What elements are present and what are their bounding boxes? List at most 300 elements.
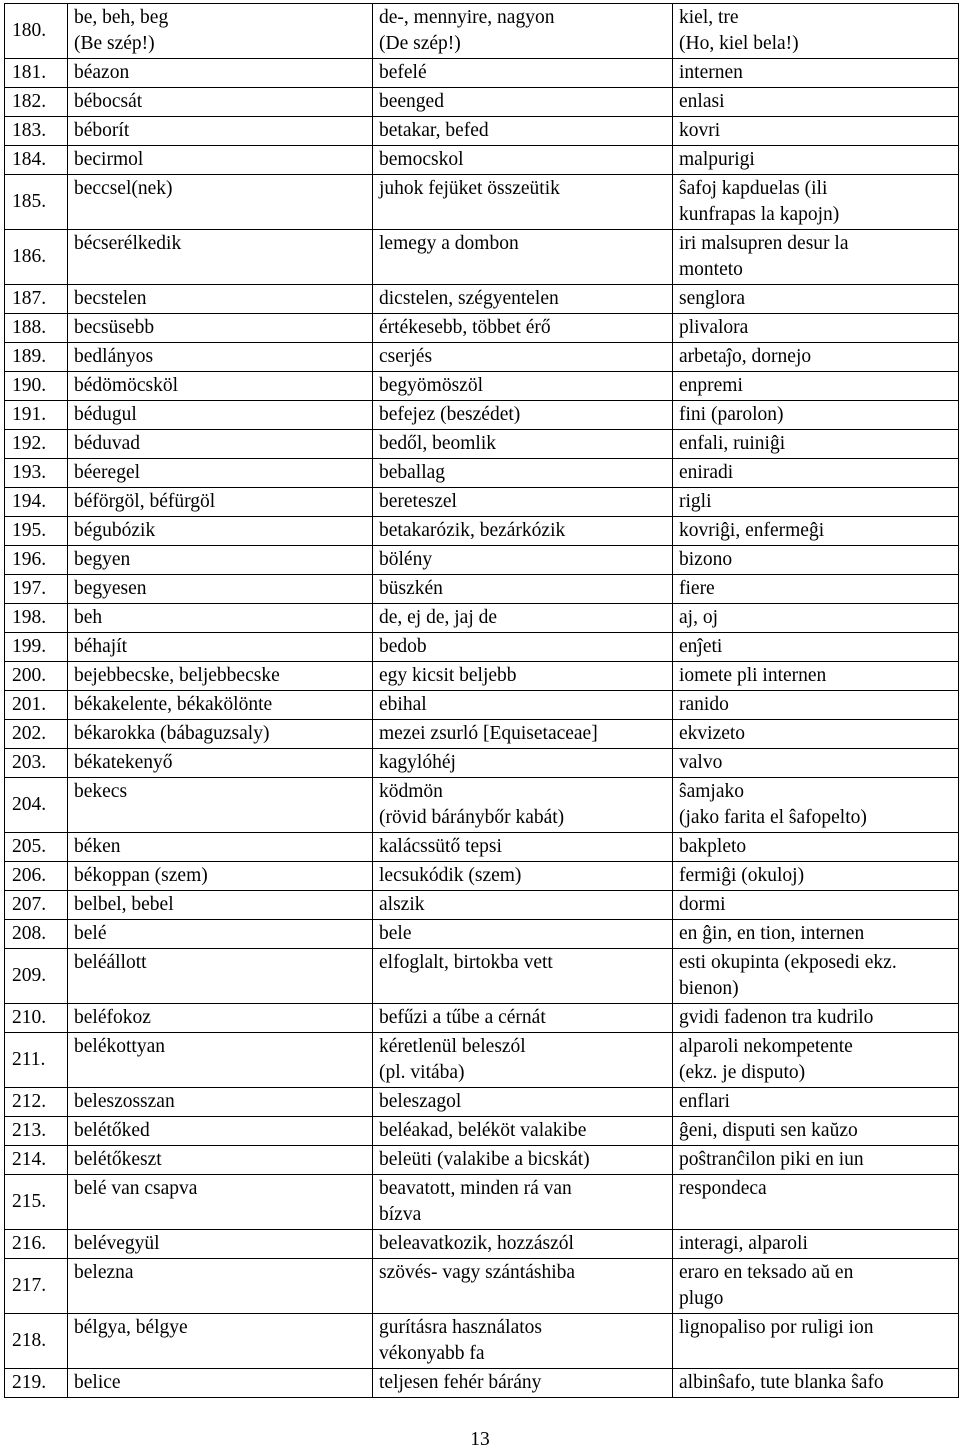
dialect-word-line: becirmol	[74, 149, 144, 170]
entry-number: 212.	[5, 1088, 68, 1117]
hungarian-meaning-cell	[373, 1314, 673, 1369]
esperanto-translation-line: kovri	[679, 120, 721, 141]
esperanto-translation-line: plugo	[679, 1288, 724, 1309]
entry-number: 206.	[5, 862, 68, 891]
esperanto-translation-line: enlasi	[679, 91, 725, 112]
hungarian-meaning-line: ködmön	[379, 781, 443, 802]
dialect-word-cell	[68, 230, 373, 285]
dialect-word-cell	[68, 459, 373, 488]
dialect-word-cell	[68, 604, 373, 633]
hungarian-meaning-line: beenged	[379, 91, 444, 112]
entry-number: 214.	[5, 1146, 68, 1175]
hungarian-meaning-cell	[373, 88, 673, 117]
dialect-word-cell	[68, 1117, 373, 1146]
hungarian-meaning-cell	[373, 949, 673, 1004]
hungarian-meaning-cell	[373, 285, 673, 314]
entry-number: 190.	[5, 372, 68, 401]
dialect-word-cell	[68, 575, 373, 604]
table-row	[5, 1117, 959, 1146]
dialect-word-line: becsüsebb	[74, 317, 155, 338]
esperanto-translation-cell	[673, 604, 959, 633]
esperanto-translation-cell	[673, 1369, 959, 1398]
dialect-word-line: béazon	[74, 62, 130, 83]
hungarian-meaning-line: értékesebb, többet érő	[379, 317, 551, 338]
entry-number: 180.	[5, 4, 68, 59]
table-row	[5, 833, 959, 862]
dialect-word-cell	[68, 430, 373, 459]
dialect-word-line: becstelen	[74, 288, 147, 309]
esperanto-translation-line: malpurigi	[679, 149, 755, 170]
esperanto-translation-cell	[673, 1146, 959, 1175]
dialect-word-line: béborít	[74, 120, 130, 141]
entry-number: 195.	[5, 517, 68, 546]
hungarian-meaning-line: juhok fejüket összeütik	[379, 178, 560, 199]
entry-number: 192.	[5, 430, 68, 459]
esperanto-translation-line: ekvizeto	[679, 723, 746, 744]
esperanto-translation-line: ĝeni, disputi sen kaŭzo	[679, 1120, 858, 1141]
table-row	[5, 1259, 959, 1314]
hungarian-meaning-cell	[373, 720, 673, 749]
table-row	[5, 401, 959, 430]
esperanto-translation-cell	[673, 1117, 959, 1146]
esperanto-translation-cell	[673, 691, 959, 720]
esperanto-translation-line: arbetaĵo, dornejo	[679, 346, 812, 367]
table-row	[5, 343, 959, 372]
esperanto-translation-line: iri malsupren desur la	[679, 233, 849, 254]
esperanto-translation-cell	[673, 778, 959, 833]
dialect-word-cell	[68, 314, 373, 343]
dialect-word-line: belbel, bebel	[74, 894, 174, 915]
table-row	[5, 1088, 959, 1117]
hungarian-meaning-line: büszkén	[379, 578, 443, 599]
table-row	[5, 430, 959, 459]
hungarian-meaning-line: lemegy a dombon	[379, 233, 519, 254]
dialect-word-line: bejebbecske, beljebbecske	[74, 665, 280, 686]
esperanto-translation-cell	[673, 1230, 959, 1259]
esperanto-translation-line: bizono	[679, 549, 733, 570]
esperanto-translation-line: (jako farita el ŝafopelto)	[679, 807, 867, 828]
dialect-word-line: békoppan (szem)	[74, 865, 208, 886]
table-row	[5, 604, 959, 633]
entry-number: 188.	[5, 314, 68, 343]
entry-number: 208.	[5, 920, 68, 949]
entry-number: 217.	[5, 1259, 68, 1314]
dialect-word-line: belékottyan	[74, 1036, 165, 1057]
dialect-word-cell	[68, 343, 373, 372]
entry-number: 201.	[5, 691, 68, 720]
dialect-word-line: bélgya, bélgye	[74, 1317, 188, 1338]
esperanto-translation-cell	[673, 488, 959, 517]
table-row	[5, 175, 959, 230]
hungarian-meaning-line: egy kicsit beljebb	[379, 665, 517, 686]
dialect-word-cell	[68, 146, 373, 175]
entry-number: 209.	[5, 949, 68, 1004]
table-row	[5, 1004, 959, 1033]
table-row	[5, 1230, 959, 1259]
esperanto-translation-cell	[673, 372, 959, 401]
dialect-word-line: belétőkeszt	[74, 1149, 162, 1170]
hungarian-meaning-line: bemocskol	[379, 149, 464, 170]
table-row	[5, 891, 959, 920]
dialect-word-cell	[68, 1314, 373, 1369]
entry-number: 191.	[5, 401, 68, 430]
esperanto-translation-cell	[673, 230, 959, 285]
table-row	[5, 459, 959, 488]
hungarian-meaning-cell	[373, 343, 673, 372]
dialect-word-cell	[68, 1088, 373, 1117]
esperanto-translation-cell	[673, 314, 959, 343]
dialect-word-cell	[68, 891, 373, 920]
esperanto-translation-line: senglora	[679, 288, 746, 309]
hungarian-meaning-line: beballag	[379, 462, 446, 483]
dialect-word-cell	[68, 949, 373, 1004]
table-row	[5, 1175, 959, 1230]
hungarian-meaning-cell	[373, 749, 673, 778]
table-row	[5, 575, 959, 604]
dialect-word-cell	[68, 862, 373, 891]
esperanto-translation-line: en ĝin, en tion, internen	[679, 923, 865, 944]
table-row	[5, 1369, 959, 1398]
dialect-word-line: begyesen	[74, 578, 147, 599]
hungarian-meaning-line: bölény	[379, 549, 433, 570]
esperanto-translation-line: alparoli nekompetente	[679, 1036, 853, 1057]
esperanto-translation-line: iomete pli internen	[679, 665, 827, 686]
hungarian-meaning-line: betakar, befed	[379, 120, 489, 141]
hungarian-meaning-line: de-, mennyire, nagyon	[379, 7, 555, 28]
table-row	[5, 230, 959, 285]
table-row	[5, 862, 959, 891]
hungarian-meaning-line: beleavatkozik, hozzászól	[379, 1233, 574, 1254]
hungarian-meaning-line: lecsukódik (szem)	[379, 865, 522, 886]
dialect-word-line: béken	[74, 836, 121, 857]
esperanto-translation-line: ŝamjako	[679, 781, 744, 802]
hungarian-meaning-cell	[373, 488, 673, 517]
esperanto-translation-cell	[673, 833, 959, 862]
entry-number: 204.	[5, 778, 68, 833]
hungarian-meaning-cell	[373, 546, 673, 575]
hungarian-meaning-cell	[373, 314, 673, 343]
dialect-word-line: belice	[74, 1372, 121, 1393]
esperanto-translation-line: respondeca	[679, 1178, 767, 1199]
dialect-word-cell	[68, 778, 373, 833]
hungarian-meaning-line: kéretlenül beleszól	[379, 1036, 526, 1057]
esperanto-translation-line: valvo	[679, 752, 723, 773]
dialect-word-cell	[68, 88, 373, 117]
esperanto-translation-line: ŝafoj kapduelas (ili	[679, 178, 828, 199]
dialect-word-cell	[68, 117, 373, 146]
hungarian-meaning-cell	[373, 117, 673, 146]
esperanto-translation-line: eniradi	[679, 462, 734, 483]
esperanto-translation-line: esti okupinta (ekposedi ekz.	[679, 952, 897, 973]
hungarian-meaning-cell	[373, 1146, 673, 1175]
dialect-word-line: belé	[74, 923, 107, 944]
entry-number: 199.	[5, 633, 68, 662]
esperanto-translation-line: kiel, tre	[679, 7, 739, 28]
hungarian-meaning-cell	[373, 891, 673, 920]
esperanto-translation-line: (Ho, kiel bela!)	[679, 33, 799, 54]
hungarian-meaning-cell	[373, 633, 673, 662]
dialect-word-cell	[68, 662, 373, 691]
dialect-word-cell	[68, 372, 373, 401]
dialect-word-line: békarokka (bábaguzsaly)	[74, 723, 270, 744]
table-row	[5, 146, 959, 175]
entry-number: 181.	[5, 59, 68, 88]
table-row	[5, 117, 959, 146]
hungarian-meaning-line: elfoglalt, birtokba vett	[379, 952, 553, 973]
table-row	[5, 749, 959, 778]
esperanto-translation-cell	[673, 891, 959, 920]
esperanto-translation-cell	[673, 749, 959, 778]
dialect-word-cell	[68, 517, 373, 546]
esperanto-translation-cell	[673, 1175, 959, 1230]
hungarian-meaning-cell	[373, 920, 673, 949]
hungarian-meaning-cell	[373, 604, 673, 633]
entry-number: 185.	[5, 175, 68, 230]
dialect-word-line: bécserélkedik	[74, 233, 182, 254]
dialect-word-cell	[68, 1033, 373, 1088]
entry-number: 203.	[5, 749, 68, 778]
entry-number: 218.	[5, 1314, 68, 1369]
esperanto-translation-cell	[673, 633, 959, 662]
entry-number: 183.	[5, 117, 68, 146]
hungarian-meaning-cell	[373, 430, 673, 459]
entry-number: 202.	[5, 720, 68, 749]
esperanto-translation-line: fini (parolon)	[679, 404, 784, 425]
hungarian-meaning-cell	[373, 59, 673, 88]
esperanto-translation-cell	[673, 146, 959, 175]
hungarian-meaning-cell	[373, 862, 673, 891]
esperanto-translation-line: fiere	[679, 578, 715, 599]
hungarian-meaning-cell	[373, 459, 673, 488]
dialect-word-cell	[68, 1004, 373, 1033]
table-row	[5, 4, 959, 59]
hungarian-meaning-cell	[373, 833, 673, 862]
table-row	[5, 1146, 959, 1175]
page-number: 13	[470, 1429, 490, 1450]
hungarian-meaning-line: alszik	[379, 894, 425, 915]
entry-number: 216.	[5, 1230, 68, 1259]
esperanto-translation-cell	[673, 662, 959, 691]
table-row	[5, 778, 959, 833]
dialect-word-line: béduvad	[74, 433, 141, 454]
esperanto-translation-line: bienon)	[679, 978, 739, 999]
dialect-word-cell	[68, 749, 373, 778]
hungarian-meaning-line: (De szép!)	[379, 33, 461, 54]
esperanto-translation-line: albinŝafo, tute blanka ŝafo	[679, 1372, 884, 1393]
dialect-word-line: bébocsát	[74, 91, 143, 112]
hungarian-meaning-cell	[373, 146, 673, 175]
esperanto-translation-cell	[673, 575, 959, 604]
hungarian-meaning-line: bereteszel	[379, 491, 457, 512]
entry-number: 197.	[5, 575, 68, 604]
hungarian-meaning-cell	[373, 691, 673, 720]
table-row	[5, 633, 959, 662]
hungarian-meaning-line: bízva	[379, 1204, 422, 1225]
table-row	[5, 720, 959, 749]
esperanto-translation-cell	[673, 88, 959, 117]
dialect-word-line: békatekenyő	[74, 752, 173, 773]
dialect-word-line: beleszosszan	[74, 1091, 175, 1112]
esperanto-translation-cell	[673, 1004, 959, 1033]
dialect-word-cell	[68, 1146, 373, 1175]
dialect-word-line: belezna	[74, 1262, 134, 1283]
hungarian-meaning-cell	[373, 1117, 673, 1146]
hungarian-meaning-line: dicstelen, szégyentelen	[379, 288, 559, 309]
hungarian-meaning-cell	[373, 778, 673, 833]
esperanto-translation-cell	[673, 459, 959, 488]
entry-number: 198.	[5, 604, 68, 633]
entry-number: 193.	[5, 459, 68, 488]
dialect-word-line: belévegyül	[74, 1233, 160, 1254]
hungarian-meaning-cell	[373, 575, 673, 604]
esperanto-translation-cell	[673, 1314, 959, 1369]
dialect-word-cell	[68, 833, 373, 862]
dialect-word-line: bédugul	[74, 404, 137, 425]
dialect-word-line: békakelente, békakölönte	[74, 694, 273, 715]
dialect-word-line: beccsel(nek)	[74, 178, 173, 199]
dialect-word-line: bekecs	[74, 781, 128, 802]
esperanto-translation-line: lignopaliso por ruligi ion	[679, 1317, 874, 1338]
table-row	[5, 949, 959, 1004]
hungarian-meaning-line: cserjés	[379, 346, 433, 367]
esperanto-translation-line: plivalora	[679, 317, 749, 338]
hungarian-meaning-line: (pl. vitába)	[379, 1062, 465, 1083]
esperanto-translation-cell	[673, 4, 959, 59]
esperanto-translation-line: gvidi fadenon tra kudrilo	[679, 1007, 874, 1028]
esperanto-translation-line: ranido	[679, 694, 729, 715]
hungarian-meaning-line: befűzi a tűbe a cérnát	[379, 1007, 546, 1028]
esperanto-translation-line: (ekz. je disputo)	[679, 1062, 806, 1083]
entry-number: 189.	[5, 343, 68, 372]
dialect-word-cell	[68, 720, 373, 749]
hungarian-meaning-cell	[373, 1369, 673, 1398]
dialect-word-cell	[68, 633, 373, 662]
table-row	[5, 314, 959, 343]
esperanto-translation-cell	[673, 546, 959, 575]
hungarian-meaning-cell	[373, 230, 673, 285]
table-row	[5, 662, 959, 691]
esperanto-translation-cell	[673, 59, 959, 88]
table-row	[5, 285, 959, 314]
hungarian-meaning-line: bele	[379, 923, 412, 944]
hungarian-meaning-cell	[373, 1175, 673, 1230]
hungarian-meaning-cell	[373, 4, 673, 59]
esperanto-translation-line: kunfrapas la kapojn)	[679, 204, 840, 225]
hungarian-meaning-line: beléakad, beléköt valakibe	[379, 1120, 587, 1141]
dialect-word-cell	[68, 175, 373, 230]
hungarian-meaning-line: beleszagol	[379, 1091, 462, 1112]
hungarian-meaning-cell	[373, 1259, 673, 1314]
dialect-word-line: (Be szép!)	[74, 33, 155, 54]
table-row	[5, 59, 959, 88]
esperanto-translation-line: interagi, alparoli	[679, 1233, 808, 1254]
dialect-word-line: bédömöcsköl	[74, 375, 178, 396]
hungarian-meaning-line: teljesen fehér bárány	[379, 1372, 542, 1393]
dialect-word-line: beh	[74, 607, 103, 628]
entry-number: 182.	[5, 88, 68, 117]
entry-number: 219.	[5, 1369, 68, 1398]
entry-number: 196.	[5, 546, 68, 575]
entry-number: 205.	[5, 833, 68, 862]
entry-number: 194.	[5, 488, 68, 517]
dialect-word-line: beléfokoz	[74, 1007, 151, 1028]
esperanto-translation-line: kovriĝi, enfermeĝi	[679, 520, 825, 541]
dialect-word-line: be, beh, beg	[74, 7, 169, 28]
dictionary-table	[4, 3, 959, 1398]
entry-number: 210.	[5, 1004, 68, 1033]
esperanto-translation-cell	[673, 1088, 959, 1117]
dialect-word-cell	[68, 546, 373, 575]
dialect-word-cell	[68, 285, 373, 314]
entry-number: 211.	[5, 1033, 68, 1088]
hungarian-meaning-cell	[373, 1004, 673, 1033]
dialect-word-line: beléállott	[74, 952, 147, 973]
esperanto-translation-cell	[673, 1259, 959, 1314]
table-row	[5, 546, 959, 575]
dialect-word-cell	[68, 1259, 373, 1314]
hungarian-meaning-cell	[373, 517, 673, 546]
hungarian-meaning-line: mezei zsurló [Equisetaceae]	[379, 723, 598, 744]
dialect-word-cell	[68, 1369, 373, 1398]
hungarian-meaning-line: vékonyabb fa	[379, 1343, 485, 1364]
hungarian-meaning-line: bedob	[379, 636, 427, 657]
dialect-word-line: béförgöl, béfürgöl	[74, 491, 216, 512]
hungarian-meaning-line: kalácssütő tepsi	[379, 836, 502, 857]
hungarian-meaning-cell	[373, 175, 673, 230]
entry-number: 187.	[5, 285, 68, 314]
esperanto-translation-cell	[673, 285, 959, 314]
table-row	[5, 920, 959, 949]
esperanto-translation-cell	[673, 862, 959, 891]
esperanto-translation-line: aj, oj	[679, 607, 718, 628]
hungarian-meaning-cell	[373, 372, 673, 401]
dialect-word-cell	[68, 4, 373, 59]
esperanto-translation-cell	[673, 720, 959, 749]
esperanto-translation-cell	[673, 343, 959, 372]
hungarian-meaning-line: szövés- vagy szántáshiba	[379, 1262, 576, 1283]
dialect-word-cell	[68, 1175, 373, 1230]
dictionary-table-body	[5, 4, 959, 1398]
hungarian-meaning-line: betakarózik, bezárkózik	[379, 520, 566, 541]
dialect-word-line: begyen	[74, 549, 131, 570]
esperanto-translation-line: eraro en teksado aŭ en	[679, 1262, 854, 1283]
hungarian-meaning-line: beavatott, minden rá van	[379, 1178, 572, 1199]
table-row	[5, 372, 959, 401]
dialect-word-cell	[68, 1230, 373, 1259]
esperanto-translation-line: enĵeti	[679, 636, 723, 657]
entry-number: 200.	[5, 662, 68, 691]
hungarian-meaning-line: bedől, beomlik	[379, 433, 496, 454]
esperanto-translation-cell	[673, 949, 959, 1004]
table-row	[5, 517, 959, 546]
hungarian-meaning-cell	[373, 662, 673, 691]
entry-number: 207.	[5, 891, 68, 920]
esperanto-translation-cell	[673, 517, 959, 546]
dialect-word-line: belé van csapva	[74, 1178, 198, 1199]
dialect-word-cell	[68, 920, 373, 949]
table-row	[5, 1314, 959, 1369]
hungarian-meaning-line: gurításra használatos	[379, 1317, 542, 1338]
esperanto-translation-cell	[673, 1033, 959, 1088]
dialect-word-line: bedlányos	[74, 346, 154, 367]
hungarian-meaning-cell	[373, 1088, 673, 1117]
hungarian-meaning-line: kagylóhéj	[379, 752, 456, 773]
esperanto-translation-line: enpremi	[679, 375, 743, 396]
table-row	[5, 1033, 959, 1088]
dialect-word-cell	[68, 401, 373, 430]
dialect-word-line: belétőked	[74, 1120, 150, 1141]
entry-number: 213.	[5, 1117, 68, 1146]
